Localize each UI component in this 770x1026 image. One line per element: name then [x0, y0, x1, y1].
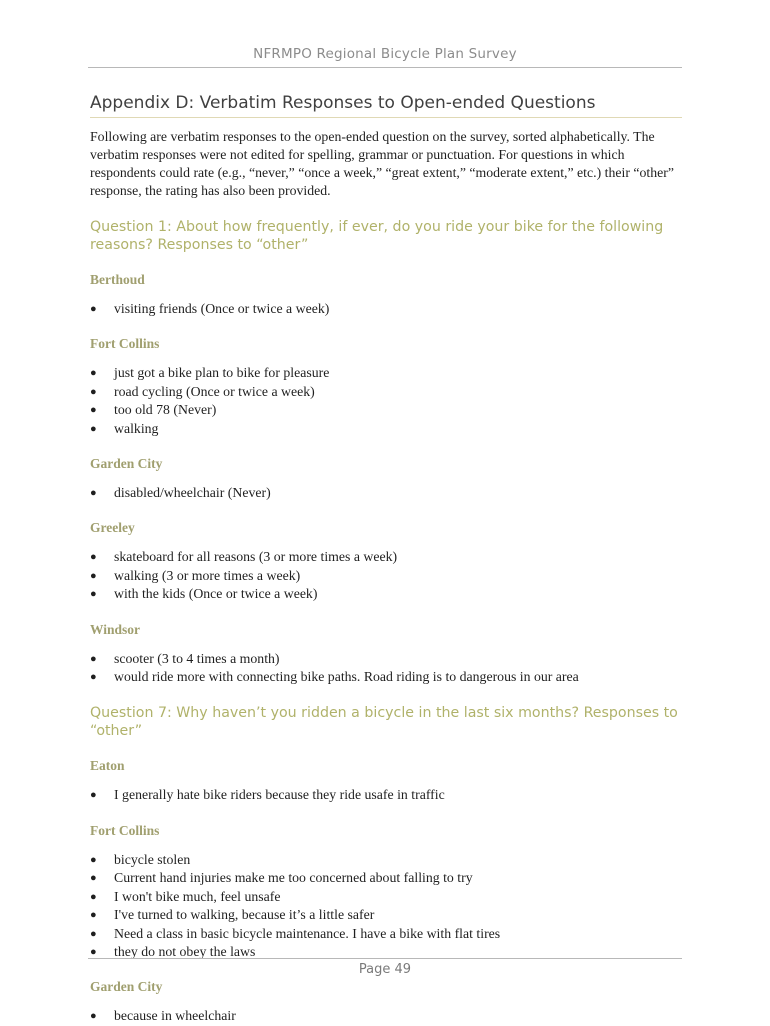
list-item: [90, 420, 682, 438]
response-text: just got a bike plan to bike for pleasure: [114, 365, 330, 381]
bullet-icon: ●: [90, 789, 97, 802]
response-text: too old 78 (Never): [114, 402, 217, 418]
place-heading: Eaton: [90, 758, 125, 774]
response-text: walking (3 or more times a week): [114, 567, 301, 583]
footer-rule: [88, 958, 682, 959]
list-item: [90, 585, 682, 603]
bullet-icon: ●: [90, 927, 97, 940]
response-text: with the kids (Once or twice a week): [114, 586, 318, 602]
page-content: [90, 93, 682, 1026]
bullet-icon: ●: [90, 909, 97, 922]
list-item: [90, 1007, 682, 1025]
bullet-icon: ●: [90, 303, 97, 315]
running-header: NFRMPO Regional Bicycle Plan Survey: [253, 46, 517, 62]
bullet-icon: ●: [90, 551, 97, 564]
list-item: [90, 567, 682, 585]
response-text: visiting friends (Once or twice a week): [114, 301, 330, 316]
bullet-icon: ●: [90, 404, 97, 417]
place-heading: Garden City: [90, 979, 163, 995]
list-item: [90, 548, 682, 566]
list-item: [90, 786, 682, 804]
list-item: [90, 869, 682, 887]
list-item: [90, 925, 682, 943]
response-text: I won't bike much, feel unsafe: [114, 888, 281, 904]
bullet-icon: ●: [90, 385, 97, 398]
place-heading: Garden City: [90, 456, 163, 472]
place-heading: Greeley: [90, 520, 135, 536]
response-list: [90, 650, 682, 687]
place-heading: Fort Collins: [90, 822, 160, 838]
bullet-icon: ●: [90, 487, 97, 500]
response-text: would ride more with connecting bike paths. Road riding is to dangerous in our area: [114, 669, 579, 685]
list-item: [90, 364, 682, 382]
response-list: [90, 364, 682, 438]
bullet-icon: ●: [90, 422, 97, 435]
bullet-icon: ●: [90, 853, 97, 866]
question-section: [90, 218, 682, 686]
list-item: [90, 851, 682, 869]
response-list: [90, 300, 682, 318]
response-list: [90, 851, 682, 961]
list-item: [90, 906, 682, 924]
response-list: [90, 1007, 682, 1025]
response-text: because in wheelchair: [114, 1008, 236, 1024]
place-heading: Berthoud: [90, 272, 145, 287]
list-item: [90, 401, 682, 419]
question-title: Question 1: About how frequently, if ever, do you ride your bike for the following reasons? Responses to “other”: [90, 219, 664, 253]
response-text: Current hand injuries make me too concerned about falling to try: [114, 870, 473, 886]
response-text: Need a class in basic bicycle maintenance. I have a bike with flat tires: [114, 925, 501, 941]
appendix-heading: Appendix D: Verbatim Responses to Open-ended Questions: [90, 93, 682, 118]
response-text: they do not obey the laws: [114, 943, 256, 959]
response-text: scooter (3 to 4 times a month): [114, 650, 280, 666]
bullet-icon: ●: [90, 1010, 97, 1023]
response-text: I generally hate bike riders because they ride usafe in traffic: [114, 787, 445, 803]
bullet-icon: ●: [90, 890, 97, 903]
question-section: [90, 704, 682, 1025]
list-item: [90, 383, 682, 401]
list-item: [90, 650, 682, 668]
response-text: road cycling (Once or twice a week): [114, 383, 315, 399]
list-item: [90, 300, 682, 318]
bullet-icon: ●: [90, 569, 97, 582]
header-rule: [88, 67, 682, 68]
response-text: skateboard for all reasons (3 or more times a week): [114, 549, 398, 565]
question-title: Question 7: Why haven’t you ridden a bicycle in the last six months? Responses to “other”: [90, 705, 678, 740]
bullet-icon: ●: [90, 872, 97, 885]
list-item: [90, 888, 682, 906]
response-text: bicycle stolen: [114, 851, 191, 867]
response-list: [90, 548, 682, 603]
response-list: [90, 484, 682, 502]
list-item: [90, 668, 682, 686]
bullet-icon: ●: [90, 367, 97, 380]
response-text: I've turned to walking, because it’s a little safer: [114, 907, 375, 923]
bullet-icon: ●: [90, 671, 97, 684]
list-item: [90, 484, 682, 502]
intro-paragraph: Following are verbatim responses to the open-ended question on the survey, sorted alphabetically. The verbatim responses were not edited for spelling, grammar or punctuation. For questions in which respondents could rate (e.g., “never,” “once a week,” “great extent,” “moderate extent,” etc.) their “other” response, the rating has also been provided.: [90, 129, 674, 198]
bullet-icon: ●: [90, 652, 97, 665]
response-text: disabled/wheelchair (Never): [114, 485, 271, 501]
page-number: Page 49: [358, 962, 412, 977]
place-heading: Fort Collins: [90, 336, 160, 352]
bullet-icon: ●: [90, 945, 97, 958]
place-heading: Windsor: [90, 621, 141, 637]
response-list: [90, 786, 682, 804]
bullet-icon: ●: [90, 588, 97, 601]
response-text: walking: [114, 420, 159, 436]
